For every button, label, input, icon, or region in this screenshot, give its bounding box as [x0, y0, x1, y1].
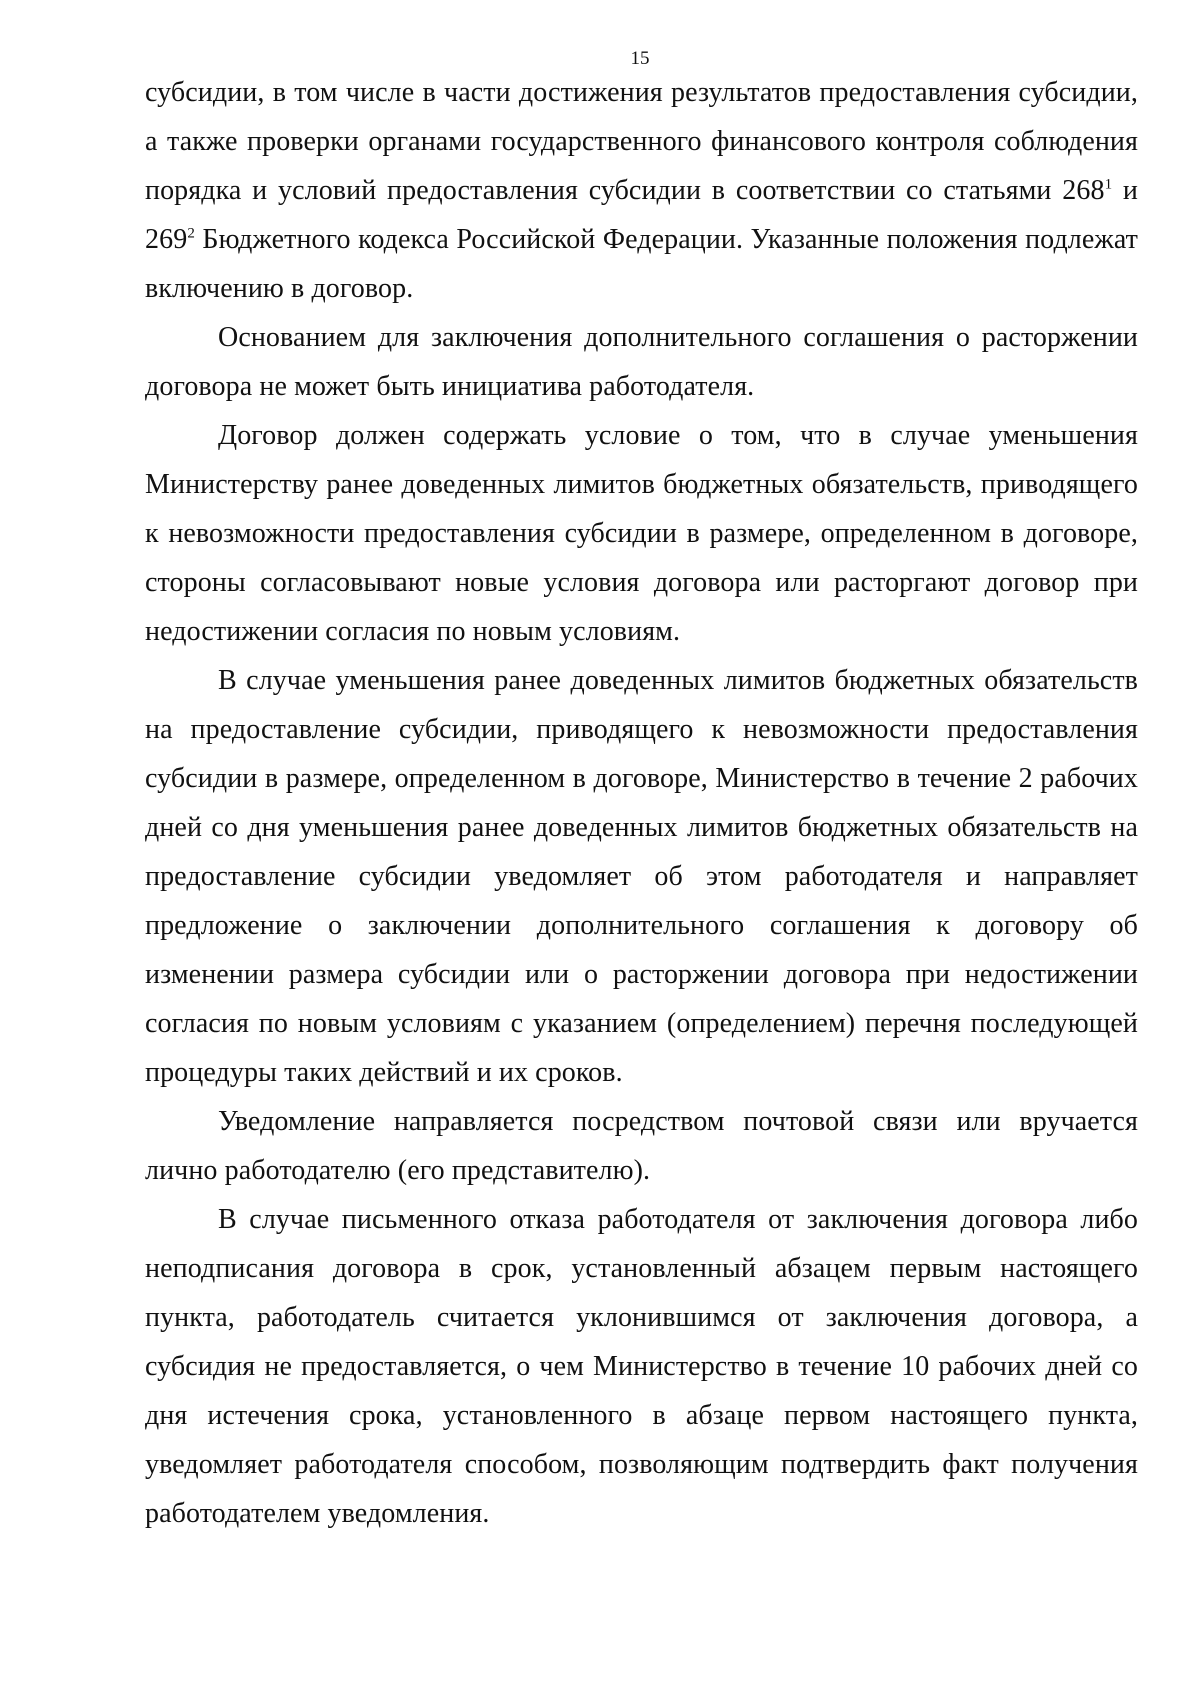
paragraph [145, 656, 1138, 1097]
text-segment: Основанием для заключения дополнительного соглашения о расторжении договора не может быть инициатива работодателя. [145, 322, 1138, 402]
paragraph [145, 1097, 1138, 1195]
text-segment: В случае письменного отказа работодателя от заключения договора либо неподписания договора в срок, установленный абзацем первым настоящего пункта, работодатель считается уклонившимся от заключения договора, а субсидия не предоставляется, о чем Министерство в течение 10 рабочих дней со дня истечения срока, установленного в абзаце первом настоящего пункта, уведомляет работодателя способом, позволяющим подтвердить факт получения работодателем уведомления. [145, 1204, 1138, 1529]
text-segment: Уведомление направляется посредством почтовой связи или вручается лично работодателю (его представителю). [145, 1106, 1138, 1186]
paragraph [145, 411, 1138, 656]
text-segment: и 269 [145, 175, 1139, 255]
text-segment: Бюджетного кодекса Российской Федерации. Указанные положения подлежат включению в договор. [145, 224, 1138, 304]
page-number: 15 [630, 48, 650, 69]
document-body [145, 68, 1138, 1538]
text-segment: субсидии, в том числе в части достижения результатов предоставления субсидии, а также проверки органами государственного финансового контроля соблюдения порядка и условий предоставления субсидии в соответствии со статьями 268 [145, 77, 1138, 206]
paragraph [145, 68, 1138, 313]
paragraph [145, 1195, 1138, 1538]
superscript: 1 [1104, 176, 1113, 193]
text-segment: Договор должен содержать условие о том, что в случае уменьшения Министерству ранее доведенных лимитов бюджетных обязательств, приводящего к невозможности предоставления субсидии в размере, определенном в договоре, стороны согласовывают новые условия договора или расторгают договор при недостижении согласия по новым условиям. [145, 420, 1138, 647]
text-segment: В случае уменьшения ранее доведенных лимитов бюджетных обязательств на предоставление субсидии, приводящего к невозможности предоставления субсидии в размере, определенном в договоре, Министерство в течение 2 рабочих дней со дня уменьшения ранее доведенных лимитов бюджетных обязательств на предоставление субсидии уведомляет об этом работодателя и направляет предложение о заключении дополнительного соглашения к договору об изменении размера субсидии или о расторжении договора при недостижении согласия по новым условиям с указанием (определением) перечня последующей процедуры таких действий и их сроков. [145, 665, 1138, 1088]
paragraph [145, 313, 1138, 411]
superscript: 2 [187, 225, 195, 242]
